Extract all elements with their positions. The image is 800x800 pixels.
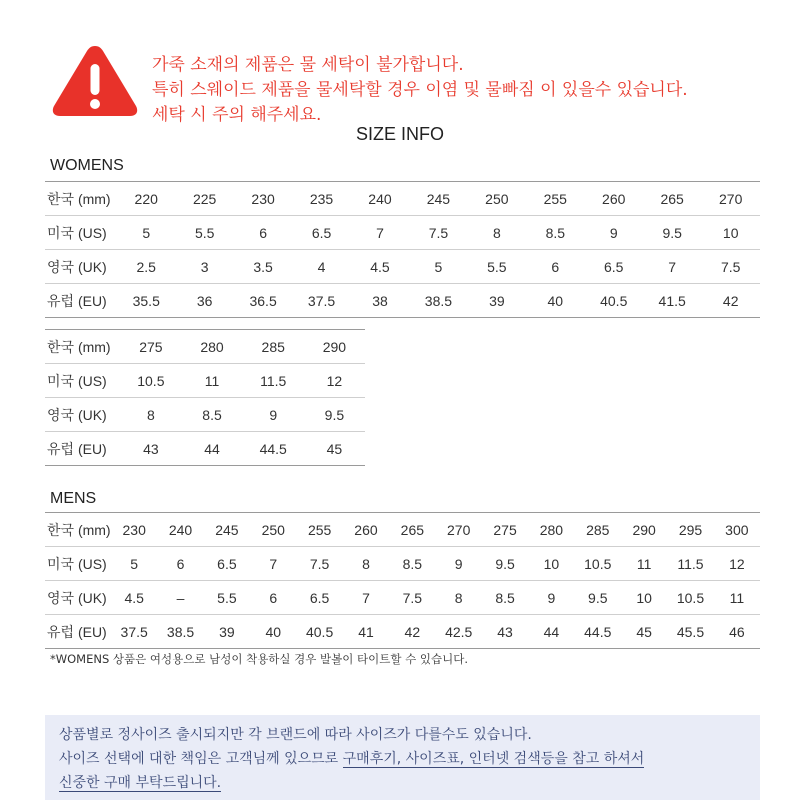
size-cell: 7.5 [701, 250, 760, 284]
size-cell: 250 [250, 513, 296, 547]
size-cell: 4 [292, 250, 350, 284]
size-cell: 8.5 [389, 547, 435, 581]
size-cell: 280 [528, 513, 574, 547]
size-cell: 240 [157, 513, 203, 547]
size-row [45, 513, 760, 547]
size-cell: 5.5 [468, 250, 526, 284]
size-cell: 44 [528, 615, 574, 649]
size-cell: 4.5 [351, 250, 409, 284]
size-cell: 36 [175, 284, 233, 318]
size-row [45, 284, 760, 318]
size-cell: 40 [526, 284, 584, 318]
notice-line-3 [59, 772, 221, 792]
size-cell: 6 [526, 250, 584, 284]
care-warning-text [152, 53, 792, 128]
size-cell: 10 [701, 216, 760, 250]
size-cell: 45.5 [667, 615, 713, 649]
mens-section-label: MENS [50, 490, 97, 507]
size-cell: 285 [243, 330, 304, 364]
size-cell: 275 [120, 330, 181, 364]
size-cell: 7 [250, 547, 296, 581]
size-cell: 7.5 [409, 216, 467, 250]
size-cell: 37.5 [292, 284, 350, 318]
size-cell: 290 [621, 513, 667, 547]
size-cell: 9.5 [643, 216, 701, 250]
size-row-label: 영국 (UK) [45, 250, 117, 284]
size-cell: 8 [436, 581, 482, 615]
size-row [45, 398, 365, 432]
size-cell: 44.5 [575, 615, 621, 649]
size-row-label: 한국 (mm) [45, 330, 120, 364]
size-cell: 7 [351, 216, 409, 250]
size-row-label: 유럽 (EU) [45, 615, 111, 649]
size-cell: 41.5 [643, 284, 701, 318]
size-cell: 44.5 [243, 432, 304, 466]
size-cell: 6 [157, 547, 203, 581]
size-row-label: 유럽 (EU) [45, 432, 120, 466]
size-cell: 10.5 [120, 364, 181, 398]
size-cell: 5 [117, 216, 175, 250]
size-row [45, 250, 760, 284]
size-cell: 38.5 [409, 284, 467, 318]
size-cell: 39 [468, 284, 526, 318]
notice-line-2 [59, 748, 644, 768]
size-cell: 46 [714, 615, 760, 649]
size-cell: 42 [389, 615, 435, 649]
size-cell: 245 [204, 513, 250, 547]
size-row-label: 한국 (mm) [45, 513, 111, 547]
size-cell: 8.5 [181, 398, 242, 432]
size-cell: 9 [436, 547, 482, 581]
size-cell: 240 [351, 182, 409, 216]
womens-fit-footnote: *WOMENS 상품은 여성용으로 남성이 착용하실 경우 발볼이 타이트할 수 있습니다. [50, 652, 468, 666]
size-cell: 6.5 [296, 581, 342, 615]
notice-line-3-text: 신중한 구매 부탁드립니다. [59, 775, 222, 791]
size-cell: 285 [575, 513, 621, 547]
size-cell: 43 [120, 432, 181, 466]
size-cell: – [157, 581, 203, 615]
size-cell: 42.5 [436, 615, 482, 649]
size-cell: 6 [234, 216, 292, 250]
warning-line-3: 세탁 시 주의 해주세요. [152, 105, 322, 125]
notice-line-2-prefix: 사이즈 선택에 대한 책임은 고객님께 있으므로 [59, 751, 343, 767]
size-cell: 38.5 [157, 615, 203, 649]
size-row-label: 영국 (UK) [45, 398, 120, 432]
size-cell: 255 [526, 182, 584, 216]
size-cell: 280 [181, 330, 242, 364]
size-cell: 8.5 [526, 216, 584, 250]
size-cell: 5.5 [175, 216, 233, 250]
size-cell: 45 [621, 615, 667, 649]
size-cell: 35.5 [117, 284, 175, 318]
size-row [45, 615, 760, 649]
size-cell: 8 [120, 398, 181, 432]
size-cell: 270 [701, 182, 760, 216]
notice-reference-link-text: 구매후기, 사이즈표, 인터넷 검색등을 참고 하셔서 [342, 751, 645, 767]
size-cell: 36.5 [234, 284, 292, 318]
size-cell: 260 [585, 182, 643, 216]
size-cell: 290 [304, 330, 365, 364]
size-cell: 12 [714, 547, 760, 581]
size-cell: 37.5 [111, 615, 157, 649]
size-cell: 6 [250, 581, 296, 615]
size-cell: 45 [304, 432, 365, 466]
size-cell: 270 [436, 513, 482, 547]
size-cell: 11 [714, 581, 760, 615]
size-cell: 11.5 [243, 364, 304, 398]
size-cell: 10 [621, 581, 667, 615]
size-cell: 6.5 [585, 250, 643, 284]
size-row-label: 영국 (UK) [45, 581, 111, 615]
size-cell: 11.5 [667, 547, 713, 581]
size-cell: 265 [389, 513, 435, 547]
size-cell: 39 [204, 615, 250, 649]
size-cell: 6.5 [204, 547, 250, 581]
size-cell: 220 [117, 182, 175, 216]
size-cell: 255 [296, 513, 342, 547]
warning-triangle-icon [50, 42, 140, 118]
page-title: SIZE INFO [355, 124, 444, 144]
size-cell: 9.5 [482, 547, 528, 581]
size-cell: 235 [292, 182, 350, 216]
size-cell: 8 [343, 547, 389, 581]
size-cell: 245 [409, 182, 467, 216]
size-cell: 12 [304, 364, 365, 398]
size-cell: 42 [701, 284, 760, 318]
size-row-label: 미국 (US) [45, 216, 117, 250]
size-row-label: 유럽 (EU) [45, 284, 117, 318]
womens-size-table-1 [45, 181, 760, 318]
size-cell: 9 [243, 398, 304, 432]
size-cell: 250 [468, 182, 526, 216]
size-row [45, 432, 365, 466]
size-row [45, 216, 760, 250]
size-cell: 9.5 [575, 581, 621, 615]
size-cell: 40.5 [585, 284, 643, 318]
size-cell: 10.5 [575, 547, 621, 581]
size-cell: 4.5 [111, 581, 157, 615]
size-row [45, 364, 365, 398]
size-cell: 8.5 [482, 581, 528, 615]
size-cell: 38 [351, 284, 409, 318]
size-cell: 230 [234, 182, 292, 216]
size-cell: 300 [714, 513, 760, 547]
size-row-label: 미국 (US) [45, 547, 111, 581]
warning-line-2: 특히 스웨이드 제품을 물세탁할 경우 이염 및 물빠짐 이 있을수 있습니다. [152, 80, 688, 100]
size-cell: 10.5 [667, 581, 713, 615]
size-cell: 295 [667, 513, 713, 547]
size-row [45, 547, 760, 581]
size-notice-box [45, 715, 760, 800]
size-cell: 3.5 [234, 250, 292, 284]
size-cell: 5 [111, 547, 157, 581]
size-cell: 10 [528, 547, 574, 581]
size-cell: 225 [175, 182, 233, 216]
womens-size-table-2 [45, 329, 365, 466]
notice-line-1: 상품별로 정사이즈 출시되지만 각 브랜드에 따라 사이즈가 다를수도 있습니다. [59, 727, 532, 743]
size-cell: 7 [343, 581, 389, 615]
size-cell: 6.5 [292, 216, 350, 250]
size-cell: 8 [468, 216, 526, 250]
size-cell: 40.5 [296, 615, 342, 649]
size-cell: 265 [643, 182, 701, 216]
size-cell: 275 [482, 513, 528, 547]
size-row [45, 581, 760, 615]
size-cell: 40 [250, 615, 296, 649]
size-row-label: 한국 (mm) [45, 182, 117, 216]
size-cell: 260 [343, 513, 389, 547]
size-cell: 7.5 [389, 581, 435, 615]
warning-line-1: 가죽 소재의 제품은 물 세탁이 불가합니다. [152, 55, 464, 75]
womens-section-label: WOMENS [50, 157, 124, 174]
size-cell: 230 [111, 513, 157, 547]
size-cell: 7 [643, 250, 701, 284]
size-cell: 11 [621, 547, 667, 581]
size-cell: 3 [175, 250, 233, 284]
size-cell: 2.5 [117, 250, 175, 284]
size-cell: 9 [528, 581, 574, 615]
mens-size-table [45, 512, 760, 649]
size-cell: 9.5 [304, 398, 365, 432]
size-row-label: 미국 (US) [45, 364, 120, 398]
size-row [45, 330, 365, 364]
size-cell: 9 [585, 216, 643, 250]
size-cell: 43 [482, 615, 528, 649]
size-cell: 44 [181, 432, 242, 466]
size-cell: 41 [343, 615, 389, 649]
size-row [45, 182, 760, 216]
size-cell: 5.5 [204, 581, 250, 615]
size-cell: 11 [181, 364, 242, 398]
size-cell: 7.5 [296, 547, 342, 581]
size-cell: 5 [409, 250, 467, 284]
